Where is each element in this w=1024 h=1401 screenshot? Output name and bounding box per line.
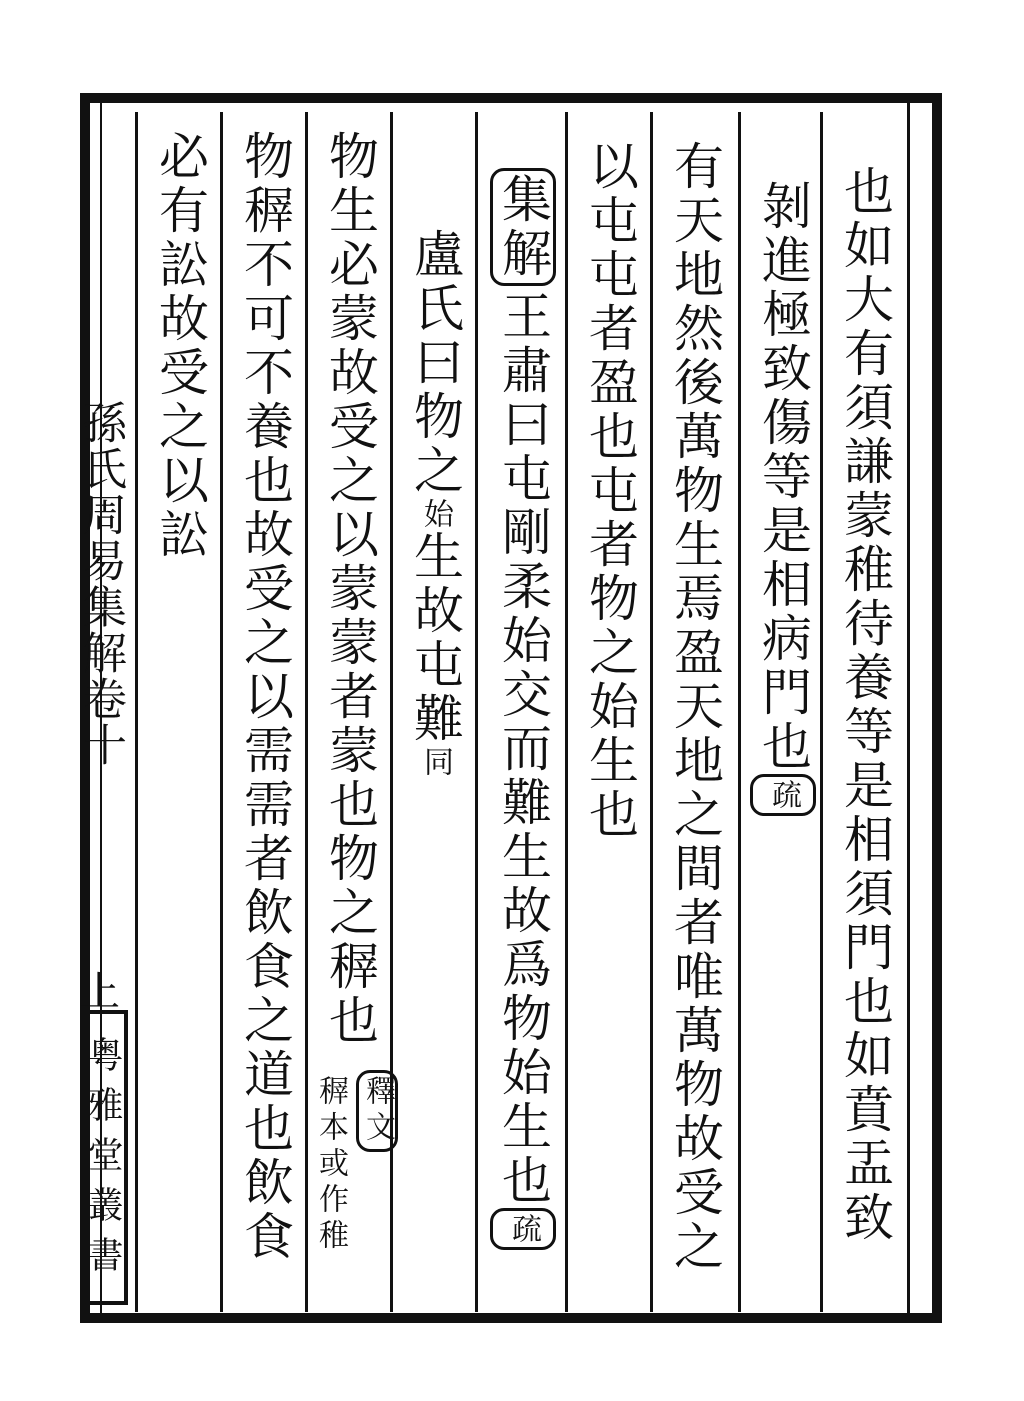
text-column [490, 168, 556, 1254]
inline-note: 同 [418, 746, 453, 778]
shiwen-tag: 釋文 [356, 1070, 398, 1156]
folio-number: 上 [80, 969, 120, 1015]
text-column [405, 228, 465, 778]
column-text: 物生必蒙故受之以蒙蒙者蒙也物之稺也 [321, 130, 379, 1048]
text-column: 也如大有須謙蒙稚待養等是相須門也如賁盂致 [836, 165, 894, 1245]
jijie-tag: 集解 [490, 168, 556, 286]
column-rule [907, 100, 910, 1315]
column-rule [475, 112, 478, 1312]
text-column: 有天地然後萬物生焉盈天地之間者唯萬物故受之 [666, 140, 724, 1274]
column-text: 盧氏曰物之 [406, 228, 464, 498]
column-text: 王肅曰屯剛柔始交而難生故爲物始生也 [494, 290, 552, 1208]
text-column [320, 130, 380, 1048]
shiwen-note: 稺本或作稚 [313, 1075, 348, 1255]
column-rule [650, 112, 653, 1312]
column-text: 生故屯難 [406, 530, 464, 746]
commentary-tag: 疏 [750, 774, 816, 816]
column-rule [820, 112, 823, 1312]
commentary-tag: 疏 [490, 1208, 556, 1250]
column-rule [135, 112, 138, 1312]
column-text: 剝進極致傷等是相病門也 [754, 180, 812, 774]
text-column: 以屯屯者盈也屯者物之始生也 [581, 140, 639, 842]
inline-note: 始 [418, 498, 453, 530]
column-rule [565, 112, 568, 1312]
fold-title: 孫氏周易集解卷十 [75, 400, 126, 768]
column-rule [220, 112, 223, 1312]
column-rule [305, 112, 308, 1312]
text-column: 必有訟故受之以訟 [151, 130, 209, 562]
column-rule [738, 112, 741, 1312]
text-column: 物稺不可不養也故受之以需需者飲食之道也飲食 [236, 130, 294, 1264]
text-column [750, 180, 816, 820]
publisher-box: 粤雅堂叢書 [82, 1010, 128, 1305]
